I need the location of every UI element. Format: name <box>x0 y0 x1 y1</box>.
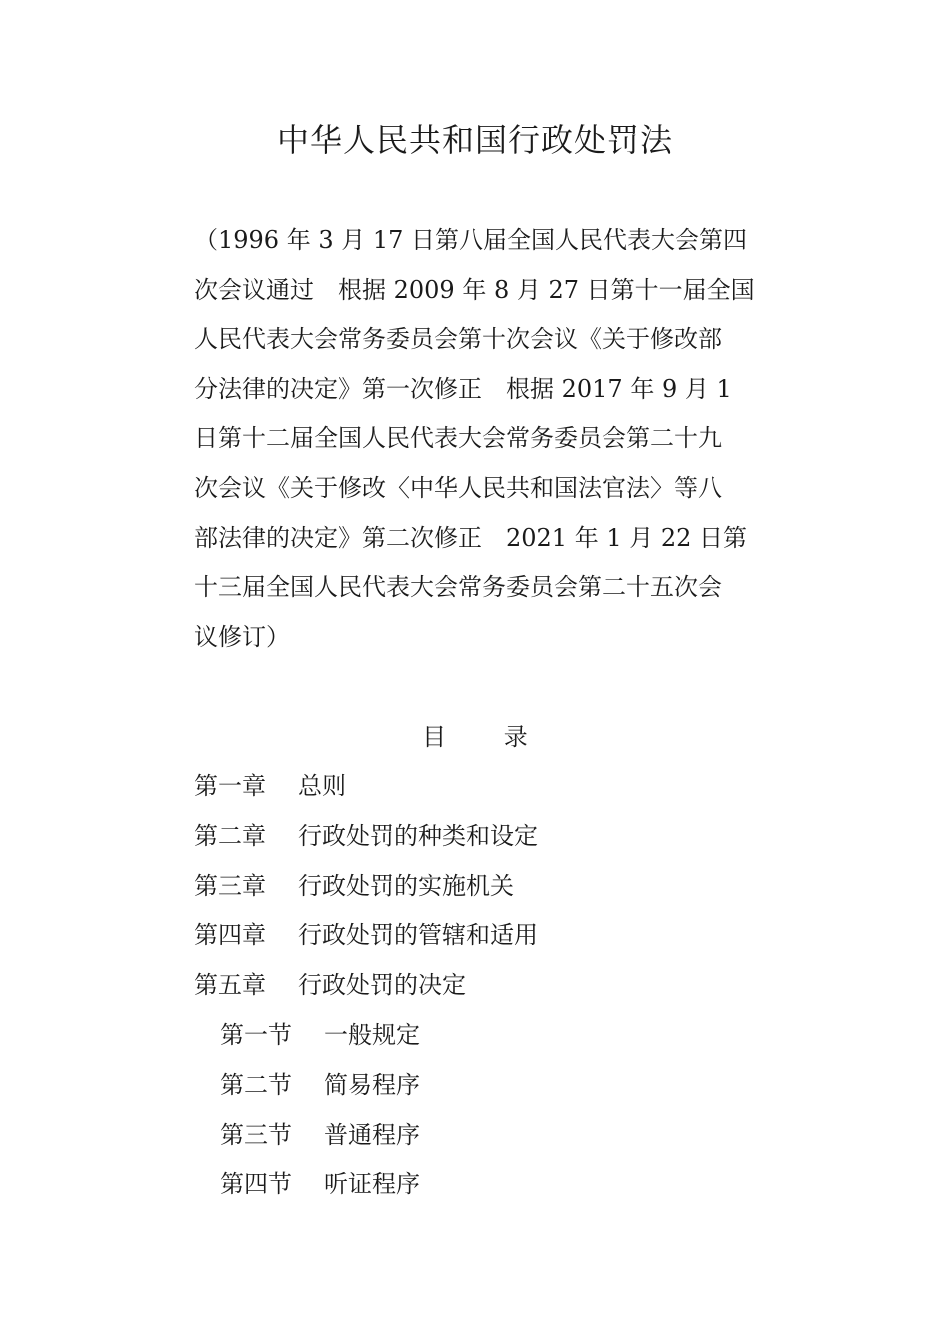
toc-chapter-2 <box>194 812 758 862</box>
table-of-contents <box>194 762 758 1210</box>
toc-number: 第五章 <box>194 971 266 1000</box>
preamble-line: 日第十二届全国人民代表大会常务委员会第二十九 <box>194 424 722 453</box>
toc-heading: 目 录 <box>422 723 528 751</box>
preamble-line: 分法律的决定》第一次修正 根据 2017 年 9 月 1 <box>194 374 732 403</box>
toc-chapter-4 <box>194 911 758 961</box>
toc-number: 第三章 <box>194 871 266 900</box>
preamble-line: 次会议《关于修改〈中华人民共和国法官法〉等八 <box>194 473 722 502</box>
toc-number: 第三节 <box>220 1120 292 1149</box>
toc-title: 行政处罚的决定 <box>298 971 466 1000</box>
toc-title: 一般规定 <box>324 1020 420 1049</box>
preamble-line: 次会议通过 根据 2009 年 8 月 27 日第十一届全国 <box>194 275 755 304</box>
toc-section-2 <box>194 1061 758 1111</box>
toc-number: 第四章 <box>194 921 266 950</box>
toc-chapter-1 <box>194 762 758 812</box>
preamble-line: （1996 年 3 月 17 日第八届全国人民代表大会第四 <box>194 226 748 254</box>
toc-number: 第一章 <box>194 772 266 800</box>
preamble-line: 部法律的决定》第二次修正 2021 年 1 月 22 日第 <box>194 523 748 552</box>
toc-title: 总则 <box>298 772 346 800</box>
toc-number: 第二节 <box>220 1070 292 1099</box>
preamble-line: 议修订） <box>194 622 290 651</box>
toc-section-3 <box>194 1111 758 1161</box>
preamble-line: 人民代表大会常务委员会第十次会议《关于修改部 <box>194 325 722 354</box>
toc-title: 行政处罚的种类和设定 <box>298 821 538 850</box>
preamble <box>194 216 758 662</box>
toc-title: 行政处罚的实施机关 <box>298 871 514 900</box>
preamble-line: 十三届全国人民代表大会常务委员会第二十五次会 <box>194 573 722 602</box>
document-title: 中华人民共和国行政处罚法 <box>276 121 673 159</box>
toc-number: 第二章 <box>194 821 266 850</box>
toc-section-4 <box>194 1160 758 1210</box>
toc-title: 普通程序 <box>324 1120 420 1149</box>
toc-section-1 <box>194 1011 758 1061</box>
toc-title: 行政处罚的管辖和适用 <box>298 921 538 950</box>
toc-number: 第四节 <box>220 1170 292 1199</box>
toc-chapter-5 <box>194 961 758 1011</box>
toc-title: 听证程序 <box>324 1170 420 1199</box>
toc-number: 第一节 <box>220 1020 292 1049</box>
toc-title: 简易程序 <box>324 1070 420 1099</box>
toc-chapter-3 <box>194 862 758 912</box>
